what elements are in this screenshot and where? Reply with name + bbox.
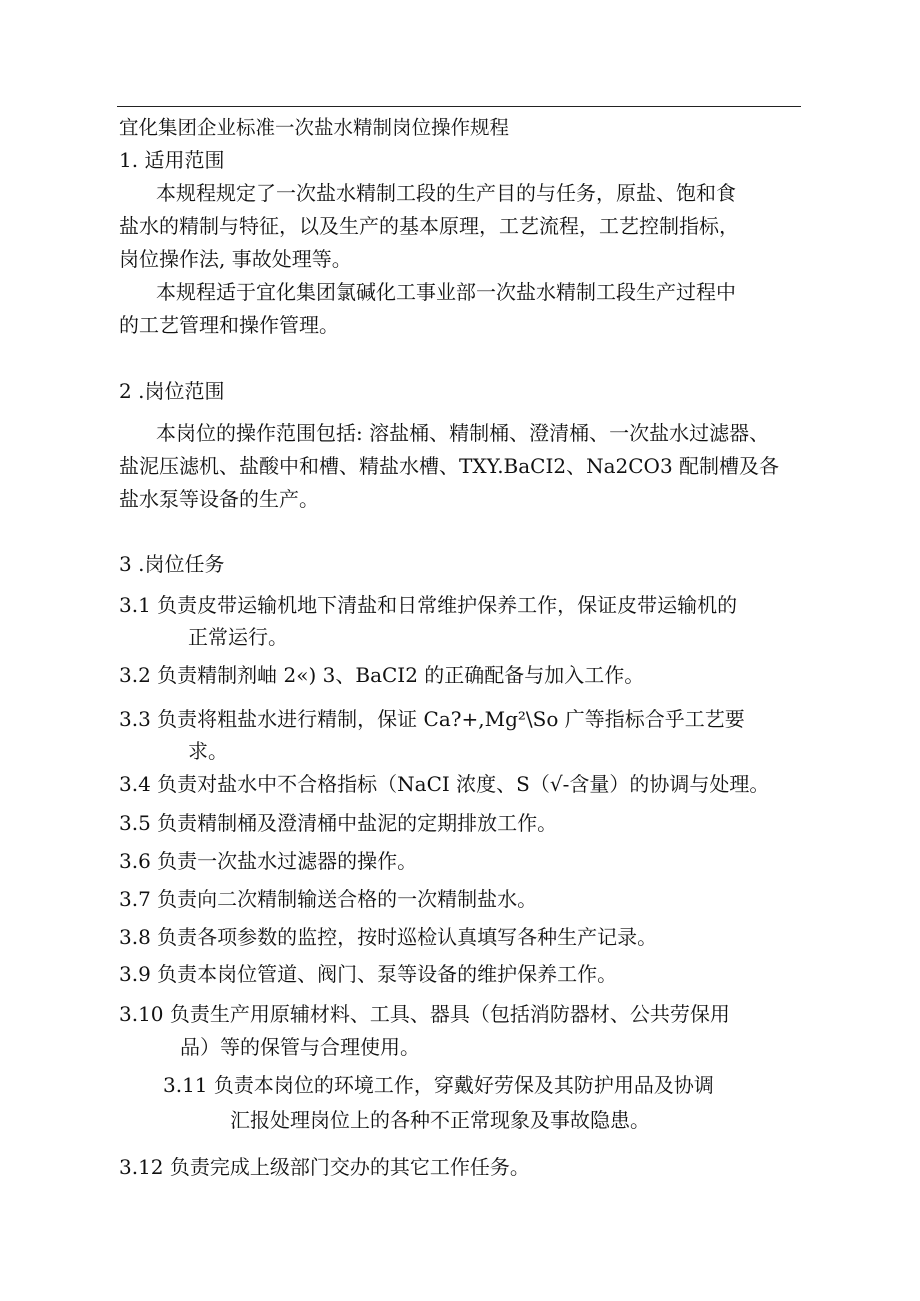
task-item-3-4: 3.4 负责对盐水中不合格指标（NaCI 浓度、S（√-含量）的协调与处理。 xyxy=(119,772,770,796)
task-item-3-1-line-2: 正常运行。 xyxy=(188,625,288,649)
section-2-para-line-2: 盐泥压滤机、盐酸中和槽、精盐水槽、TXY.BaCI2、Na2CO3 配制槽及各 xyxy=(119,454,780,478)
section-1-para-2-line-2: 的工艺管理和操作管理。 xyxy=(119,313,339,337)
task-item-3-10-line-2: 品）等的保管与合理使用。 xyxy=(180,1035,420,1059)
section-2-para-line-3: 盐水泵等设备的生产。 xyxy=(119,487,319,511)
task-item-3-8: 3.8 负责各项参数的监控，按时巡检认真填写各种生产记录。 xyxy=(119,925,658,949)
task-item-3-12: 3.12 负责完成上级部门交办的其它工作任务。 xyxy=(119,1155,530,1179)
task-item-3-3-line-2: 求。 xyxy=(188,739,228,763)
section-2-para-line-1: 本岗位的操作范围包括: 溶盐桶、精制桶、澄清桶、一次盐水过滤器、 xyxy=(156,421,770,445)
section-1-para-1-line-2: 盐水的精制与特征，以及生产的基本原理，工艺流程，工艺控制指标， xyxy=(119,214,739,238)
section-3-heading: 3 .岗位任务 xyxy=(119,552,225,576)
task-item-3-2: 3.2 负责精制剂岫 2«) 3、BaCI2 的正确配备与加入工作。 xyxy=(119,663,645,687)
task-item-3-11-line-1: 3.11 负责本岗位的环境工作，穿戴好劳保及其防护用品及协调 xyxy=(163,1073,714,1097)
section-1-para-1-line-1: 本规程规定了一次盐水精制工段的生产目的与任务，原盐、饱和食 xyxy=(156,181,736,205)
task-item-3-9: 3.9 负责本岗位管道、阀门、泵等设备的维护保养工作。 xyxy=(119,962,618,986)
task-item-3-1-line-1: 3.1 负责皮带运输机地下清盐和日常维护保养工作，保证皮带运输机的 xyxy=(119,593,738,617)
task-item-3-5: 3.5 负责精制桶及澄清桶中盐泥的定期排放工作。 xyxy=(119,811,558,835)
section-2-heading: 2 .岗位范围 xyxy=(119,379,225,403)
section-1-heading: 1. 适用范围 xyxy=(119,148,225,172)
section-1-para-2-line-1: 本规程适于宜化集团氯碱化工事业部一次盐水精制工段生产过程中 xyxy=(156,280,736,304)
document-title: 宜化集团企业标准一次盐水精制岗位操作规程 xyxy=(119,116,510,139)
task-item-3-7: 3.7 负责向二次精制输送合格的一次精制盐水。 xyxy=(119,887,538,911)
task-item-3-6: 3.6 负责一次盐水过滤器的操作。 xyxy=(119,849,418,873)
task-item-3-11-line-2: 汇报处理岗位上的各种不正常现象及事故隐患。 xyxy=(230,1108,650,1132)
task-item-3-10-line-1: 3.10 负责生产用原辅材料、工具、器具（包括消防器材、公共劳保用 xyxy=(119,1002,730,1026)
section-1-para-1-line-3: 岗位操作法, 事故处理等。 xyxy=(119,247,352,271)
task-item-3-3-line-1: 3.3 负责将粗盐水进行精制，保证 Ca?+,Mg²\So 广等指标合乎工艺要 xyxy=(119,707,745,731)
header-rule xyxy=(117,106,801,107)
